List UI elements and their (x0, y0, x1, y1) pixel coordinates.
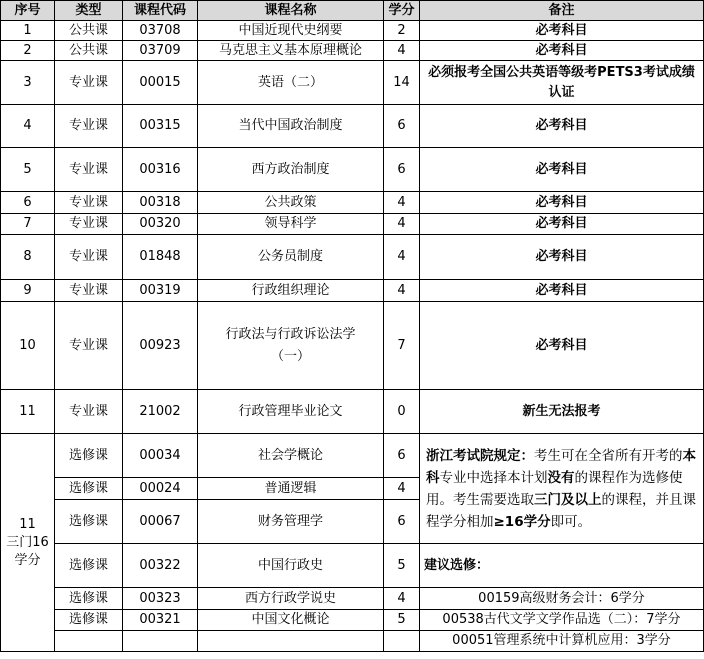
cell-type: 选修课 (55, 500, 123, 544)
cell-credit: 5 (384, 544, 420, 588)
elective-row (1, 631, 704, 652)
cell-empty (55, 631, 123, 652)
rule-text: 专业中选择本计划 (439, 469, 548, 486)
cell-type: 专业课 (55, 192, 123, 214)
cell-name: 行政法与行政诉讼法学（一） (198, 302, 384, 390)
cell-name: 行政组织理论 (198, 280, 384, 302)
cell-credit: 5 (384, 610, 420, 631)
cell-no: 6 (1, 192, 55, 214)
cell-type: 专业课 (55, 390, 123, 434)
table-row (1, 105, 704, 148)
cell-empty (384, 631, 420, 652)
rule-text: 考生可在全省所有开考的 (534, 447, 683, 464)
cell-code: 00315 (123, 105, 198, 148)
cell-no: 2 (1, 41, 55, 61)
suggest-label: 建议选修： (420, 544, 704, 588)
suggestion-item: 00538古代文学文学作品选（二）：7学分 (420, 610, 704, 631)
cell-name: 当代中国政治制度 (198, 105, 384, 148)
cell-code: 21002 (123, 390, 198, 434)
cell-no: 5 (1, 148, 55, 192)
cell-no: 4 (1, 105, 55, 148)
cell-type: 专业课 (55, 235, 123, 280)
cell-note: 必考科目 (420, 214, 704, 235)
cell-code: 00323 (123, 588, 198, 610)
cell-name: 中国文化概论 (198, 610, 384, 631)
cell-credit: 6 (384, 105, 420, 148)
cell-empty (198, 631, 384, 652)
rule-text: 的课程作为选修使用。考生需要选取 (426, 469, 683, 508)
cell-no: 7 (1, 214, 55, 235)
cell-type: 专业课 (55, 105, 123, 148)
cell-name: 公务员制度 (198, 235, 384, 280)
cell-type: 专业课 (55, 148, 123, 192)
cell-credit: 7 (384, 302, 420, 390)
cell-code: 00321 (123, 610, 198, 631)
cell-code: 00322 (123, 544, 198, 588)
table-row (1, 61, 704, 105)
cell-credit: 4 (384, 478, 420, 500)
cell-note: 必考科目 (420, 302, 704, 390)
cell-credit: 4 (384, 41, 420, 61)
cell-type: 公共课 (55, 41, 123, 61)
cell-name: 领导科学 (198, 214, 384, 235)
cell-no: 9 (1, 280, 55, 302)
cell-note: 必考科目 (420, 41, 704, 61)
cell-code: 00015 (123, 61, 198, 105)
rule-text: 即可。 (550, 513, 592, 530)
cell-code: 03708 (123, 21, 198, 41)
cell-note: 必考科目 (420, 105, 704, 148)
suggestion-item: 00159高级财务会计：6学分 (420, 588, 704, 610)
cell-note: 必考科目 (420, 235, 704, 280)
cell-credit: 0 (384, 390, 420, 434)
cell-note: 必考科目 (420, 148, 704, 192)
cell-no: 1 (1, 21, 55, 41)
cell-no: 11 (1, 390, 55, 434)
cell-note: 新生无法报考 (420, 390, 704, 434)
cell-name: 西方行政学说史 (198, 588, 384, 610)
cell-type: 选修课 (55, 478, 123, 500)
elective-rule-note (420, 434, 704, 544)
cell-code: 00318 (123, 192, 198, 214)
elective-group-no: 11 (19, 516, 36, 532)
cell-name: 社会学概论 (198, 434, 384, 478)
rule-label: 浙江考试院规定： (426, 447, 534, 464)
cell-name: 西方政治制度 (198, 148, 384, 192)
suggestion-item: 00051管理系统中计算机应用：3学分 (420, 631, 704, 652)
cell-name: 普通逻辑 (198, 478, 384, 500)
table-row (1, 280, 704, 302)
cell-code: 00923 (123, 302, 198, 390)
cell-name: 马克思主义基本原理概论 (198, 41, 384, 61)
rule-bold: 三门及以上 (534, 491, 602, 508)
cell-type: 专业课 (55, 214, 123, 235)
table-row (1, 390, 704, 434)
cell-no: 3 (1, 61, 55, 105)
cell-name: 公共政策 (198, 192, 384, 214)
cell-code: 00316 (123, 148, 198, 192)
cell-type: 选修课 (55, 588, 123, 610)
elective-row (1, 544, 704, 588)
table-row (1, 21, 704, 41)
cell-code: 01848 (123, 235, 198, 280)
cell-name: 中国行政史 (198, 544, 384, 588)
elective-row (1, 588, 704, 610)
table-row (1, 235, 704, 280)
cell-name: 中国近现代史纲要 (198, 21, 384, 41)
elective-group-rule: 三门16学分 (6, 534, 49, 568)
cell-type: 专业课 (55, 61, 123, 105)
cell-name: 英语（二） (198, 61, 384, 105)
cell-note: 必考科目 (420, 192, 704, 214)
cell-note: 必须报考全国公共英语等级考PETS3考试成绩认证 (420, 61, 704, 105)
elective-row (1, 610, 704, 631)
header-code: 课程代码 (123, 1, 198, 21)
table-row (1, 148, 704, 192)
rule-bold: ≥16学分 (493, 513, 551, 530)
header-note: 备注 (420, 1, 704, 21)
cell-type: 专业课 (55, 302, 123, 390)
cell-credit: 4 (384, 214, 420, 235)
rule-bold: 本科 (426, 447, 696, 486)
header-row (1, 1, 704, 21)
cell-note: 必考科目 (420, 280, 704, 302)
cell-code: 00034 (123, 434, 198, 478)
cell-type: 选修课 (55, 610, 123, 631)
rule-bold: 没有 (547, 469, 575, 486)
cell-code: 00320 (123, 214, 198, 235)
cell-credit: 4 (384, 588, 420, 610)
table-row (1, 41, 704, 61)
cell-credit: 4 (384, 280, 420, 302)
cell-type: 选修课 (55, 434, 123, 478)
header-name: 课程名称 (198, 1, 384, 21)
cell-credit: 14 (384, 61, 420, 105)
table-row (1, 302, 704, 390)
cell-code: 00024 (123, 478, 198, 500)
table-row (1, 214, 704, 235)
header-type: 类型 (55, 1, 123, 21)
cell-credit: 6 (384, 434, 420, 478)
cell-no: 10 (1, 302, 55, 390)
elective-group-cell (1, 434, 55, 652)
cell-type: 公共课 (55, 21, 123, 41)
cell-no: 8 (1, 235, 55, 280)
cell-empty (123, 631, 198, 652)
elective-row (1, 434, 704, 478)
cell-code: 00319 (123, 280, 198, 302)
cell-type: 专业课 (55, 280, 123, 302)
cell-credit: 4 (384, 235, 420, 280)
cell-credit: 2 (384, 21, 420, 41)
table-row (1, 192, 704, 214)
cell-name: 行政管理毕业论文 (198, 390, 384, 434)
header-no: 序号 (1, 1, 55, 21)
cell-code: 00067 (123, 500, 198, 544)
header-credit: 学分 (384, 1, 420, 21)
cell-type: 选修课 (55, 544, 123, 588)
cell-code: 03709 (123, 41, 198, 61)
cell-credit: 6 (384, 148, 420, 192)
cell-note: 必考科目 (420, 21, 704, 41)
cell-credit: 6 (384, 500, 420, 544)
cell-credit: 4 (384, 192, 420, 214)
rule-text: 的课程，并且课程学分相加 (426, 491, 696, 530)
cell-name: 财务管理学 (198, 500, 384, 544)
